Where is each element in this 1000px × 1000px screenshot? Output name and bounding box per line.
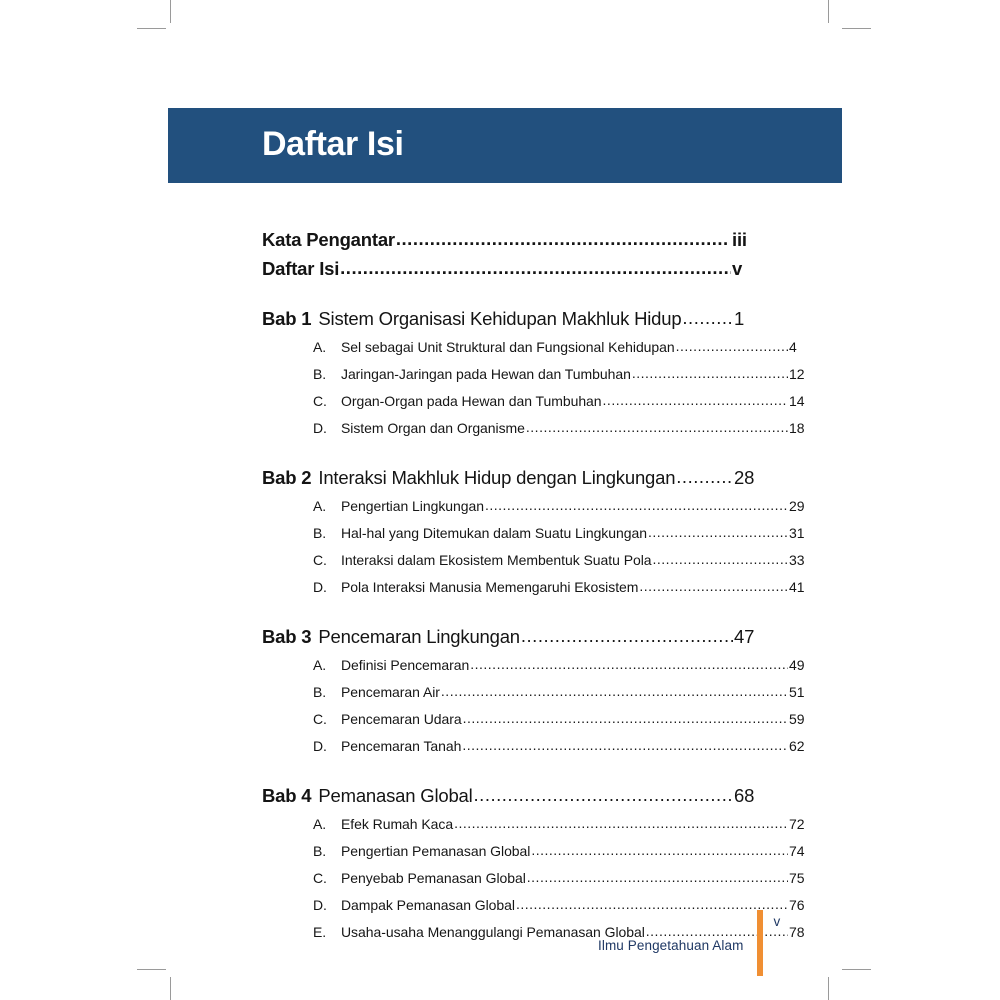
subsection-letter-label: C. (313, 711, 327, 727)
page-header-banner (168, 108, 842, 183)
dot-leader (531, 837, 788, 864)
dot-leader (396, 224, 727, 253)
footer-accent-bar (757, 910, 763, 976)
dot-leader (648, 519, 788, 546)
subsection-letter-label: A. (313, 339, 327, 355)
subsection-letter-label: D. (313, 738, 327, 754)
subsection-letter-label: D. (313, 420, 327, 436)
toc-entry-page: 59 (789, 711, 805, 727)
subsection-letter-label: B. (313, 525, 327, 541)
dot-leader (485, 492, 788, 519)
crop-mark-bottom-right-vertical (828, 977, 829, 1000)
chapter-number-label: Bab 1 (262, 308, 312, 329)
subsection-title-label: Pencemaran Udara (341, 711, 462, 727)
dot-leader (526, 414, 788, 441)
footer-book-title: Ilmu Pengetahuan Alam (598, 937, 744, 953)
toc-front-matter-row[interactable] (262, 254, 756, 283)
subsection-title-label: Hal-hal yang Ditemukan dalam Suatu Lingkungan (341, 525, 647, 541)
toc-entry-page: 47 (734, 626, 755, 647)
toc-entry-page: 33 (789, 552, 805, 568)
toc-subsection-row[interactable] (262, 706, 807, 733)
toc-subsection-row[interactable] (262, 865, 807, 892)
subsection-title-label: Interaksi dalam Ekosistem Membentuk Suatu Pola (341, 552, 652, 568)
toc-chapter-row[interactable] (262, 303, 756, 334)
toc-front-matter-row[interactable] (262, 225, 756, 254)
table-of-contents (262, 225, 805, 946)
toc-entry-page: 76 (789, 897, 805, 913)
front-matter-list (262, 225, 756, 283)
crop-mark-bottom-right-horizontal (842, 969, 871, 970)
toc-subsection-row[interactable] (262, 811, 807, 838)
crop-mark-top-right-vertical (828, 0, 829, 23)
crop-mark-bottom-left-vertical (170, 977, 171, 1000)
dot-leader (340, 253, 731, 282)
toc-subsection-row[interactable] (262, 547, 807, 574)
subsection-letter-label: D. (313, 897, 327, 913)
subsection-title-label: Sel sebagai Unit Struktural dan Fungsional Kehidupan (341, 339, 675, 355)
dot-leader (527, 864, 788, 891)
subsection-title-label: Jaringan-Jaringan pada Hewan dan Tumbuhan (341, 366, 631, 382)
chapter-number-label: Bab 3 (262, 626, 312, 647)
subsection-letter-label: A. (313, 657, 327, 673)
toc-subsection-row[interactable] (262, 334, 807, 361)
crop-mark-bottom-left-horizontal (137, 969, 166, 970)
footer-page-number: v (773, 914, 781, 929)
subsection-letter-label: B. (313, 366, 327, 382)
toc-subsection-row[interactable] (262, 652, 807, 679)
subsection-title-label: Definisi Pencemaran (341, 657, 470, 673)
crop-mark-top-right-horizontal (842, 28, 871, 29)
toc-entry-page: 49 (789, 657, 805, 673)
subsection-letter-label: A. (313, 816, 327, 832)
subsection-letter-label: A. (313, 498, 327, 514)
crop-mark-top-left-vertical (170, 0, 171, 23)
toc-entry-page: 72 (789, 816, 805, 832)
dot-leader (676, 461, 733, 492)
page-footer (598, 914, 780, 976)
subsection-title-label: Pengertian Pemanasan Global (341, 843, 531, 859)
toc-entry-page: v (732, 258, 743, 279)
dot-leader (682, 302, 733, 333)
toc-subsection-row[interactable] (262, 520, 807, 547)
toc-subsection-row[interactable] (262, 493, 807, 520)
chapter-block (262, 303, 805, 442)
toc-entry-label: Kata Pengantar (262, 229, 395, 250)
subsection-title-label: Pola Interaksi Manusia Memengaruhi Ekosistem (341, 579, 639, 595)
dot-leader (470, 651, 788, 678)
toc-entry-page: 28 (734, 467, 755, 488)
chapter-title-label: Sistem Organisasi Kehidupan Makhluk Hidup (318, 308, 682, 329)
toc-subsection-row[interactable] (262, 679, 807, 706)
dot-leader (462, 732, 788, 759)
toc-subsection-row[interactable] (262, 838, 807, 865)
subsection-title-label: Organ-Organ pada Hewan dan Tumbuhan (341, 393, 602, 409)
chapter-number-label: Bab 2 (262, 467, 312, 488)
dot-leader (441, 678, 788, 705)
toc-entry-page: 51 (789, 684, 805, 700)
subsection-letter-label: B. (313, 843, 327, 859)
dot-leader (653, 546, 788, 573)
toc-subsection-row[interactable] (262, 415, 807, 442)
page-title: Daftar Isi (262, 125, 404, 163)
dot-leader (454, 810, 788, 837)
dot-leader (676, 333, 788, 360)
dot-leader (463, 705, 788, 732)
dot-leader (632, 360, 788, 387)
subsection-letter-label: C. (313, 552, 327, 568)
subsection-letter-label: C. (313, 870, 327, 886)
subsection-title-label: Usaha-usaha Menanggulangi Pemanasan Global (341, 924, 645, 940)
dot-leader (521, 620, 733, 651)
chapter-title-label: Pencemaran Lingkungan (318, 626, 520, 647)
chapter-block (262, 621, 805, 760)
toc-entry-page: 62 (789, 738, 805, 754)
subsection-letter-label: C. (313, 393, 327, 409)
toc-entry-page: 14 (789, 393, 805, 409)
subsection-title-label: Sistem Organ dan Organisme (341, 420, 525, 436)
toc-entry-page: 4 (789, 339, 797, 355)
chapter-title-label: Pemanasan Global (318, 785, 473, 806)
toc-entry-page: 31 (789, 525, 805, 541)
toc-chapter-row[interactable] (262, 780, 756, 811)
subsection-title-label: Efek Rumah Kaca (341, 816, 454, 832)
toc-chapter-row[interactable] (262, 462, 756, 493)
subsection-title-label: Pencemaran Air (341, 684, 440, 700)
chapter-block (262, 462, 805, 601)
toc-entry-page: 29 (789, 498, 805, 514)
toc-entry-page: iii (732, 229, 747, 250)
toc-chapter-row[interactable] (262, 621, 756, 652)
chapter-number-label: Bab 4 (262, 785, 312, 806)
subsection-letter-label: D. (313, 579, 327, 595)
chapter-list (262, 303, 805, 946)
toc-entry-page: 18 (789, 420, 805, 436)
subsection-title-label: Pengertian Lingkungan (341, 498, 484, 514)
toc-subsection-row[interactable] (262, 574, 807, 601)
crop-mark-top-left-horizontal (137, 28, 166, 29)
subsection-title-label: Dampak Pemanasan Global (341, 897, 515, 913)
toc-entry-page: 68 (734, 785, 755, 806)
dot-leader (474, 779, 733, 810)
subsection-title-label: Pencemaran Tanah (341, 738, 462, 754)
toc-subsection-row[interactable] (262, 388, 807, 415)
dot-leader (639, 573, 788, 600)
dot-leader (603, 387, 788, 414)
chapter-title-label: Interaksi Makhluk Hidup dengan Lingkungan (318, 467, 676, 488)
toc-subsection-row[interactable] (262, 733, 807, 760)
subsection-letter-label: B. (313, 684, 327, 700)
toc-entry-page: 78 (789, 924, 805, 940)
subsection-title-label: Penyebab Pemanasan Global (341, 870, 526, 886)
toc-entry-page: 1 (734, 308, 745, 329)
toc-entry-page: 74 (789, 843, 805, 859)
toc-entry-page: 41 (789, 579, 805, 595)
toc-entry-page: 75 (789, 870, 805, 886)
toc-entry-label: Daftar Isi (262, 258, 340, 279)
toc-entry-page: 12 (789, 366, 805, 382)
toc-subsection-row[interactable] (262, 361, 807, 388)
subsection-letter-label: E. (313, 924, 327, 940)
